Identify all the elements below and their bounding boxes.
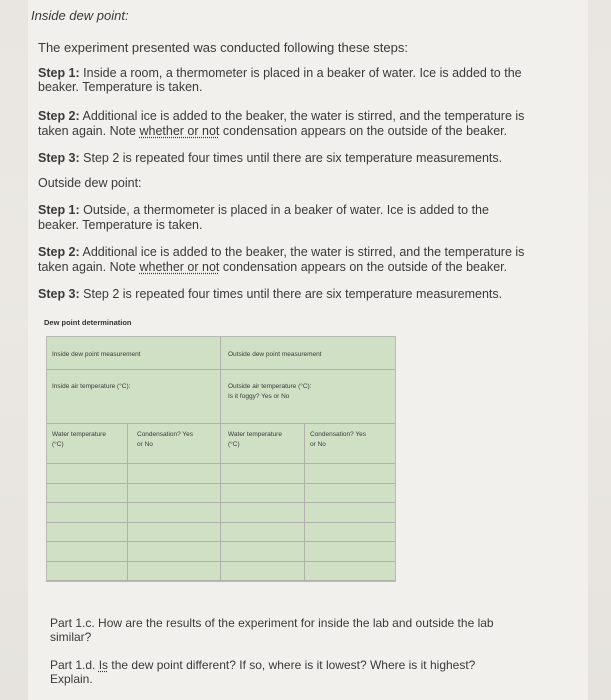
inside-step2-line1 [38, 109, 524, 124]
table-title: Dew point determination [44, 318, 132, 327]
inside-step2-label: Step 2: [38, 109, 80, 123]
table-cell-empty [305, 503, 395, 523]
inside-step1-line1 [38, 66, 522, 81]
question-1d-line1 [50, 658, 475, 672]
table-cell-empty [128, 484, 221, 504]
table-cell-empty [128, 523, 221, 543]
table-cell-empty [128, 464, 221, 484]
q1d-text-a: the dew point different? If so, where is it lowest? Where is it highest? [108, 658, 476, 672]
table-cell-empty [221, 464, 305, 484]
outside-step3-line [38, 287, 502, 302]
table-cell-empty [305, 523, 395, 543]
table-cell-empty [305, 562, 395, 582]
table-cell-empty [47, 562, 128, 582]
inside-step2-line2 [38, 124, 507, 139]
table-cell-empty [221, 503, 305, 523]
inside-step2-whether: whether or not [139, 124, 220, 138]
outside-header-text: Outside dew point measurement [228, 351, 322, 358]
condensation-outside-a: Condensation? Yes [310, 431, 367, 438]
outside-step2-whether: whether or not [139, 260, 220, 274]
water-temp-inside-b: (°C) [52, 441, 64, 448]
table-cell-empty [305, 484, 395, 504]
condensation-inside-b: or No [137, 441, 153, 448]
table-cell-empty [128, 503, 221, 523]
table-cell-empty [305, 542, 395, 562]
outside-step1-line2: beaker. Temperature is taken. [38, 218, 203, 232]
q1c-label: Part 1.c. [50, 616, 95, 630]
inside-step2-text-b1: taken again. Note [38, 124, 140, 138]
outside-step3-text: Step 2 is repeated four times until there are six temperature measurements. [83, 287, 503, 301]
outside-step3-label: Step 3: [38, 287, 80, 301]
inside-header-text: Inside dew point measurement [52, 351, 141, 358]
outside-step2-text-a: Additional ice is added to the beaker, the water is stirred, and the temperature is [82, 245, 525, 259]
inside-step3-label: Step 3: [38, 151, 80, 165]
q1d-is: Is [98, 658, 109, 672]
cell-inside-air [47, 370, 221, 424]
water-temp-inside-a: Water temperature [52, 431, 106, 438]
outside-step2-text-b2: condensation appears on the outside of the beaker. [219, 260, 508, 274]
inside-step1-text-a: Inside a room, a thermometer is placed in a beaker of water. Ice is added to the [83, 66, 522, 80]
outside-air-text: Outside air temperature (°C): [228, 383, 312, 390]
foggy-text: Is it foggy? Yes or No [228, 393, 290, 400]
inside-step2-text-b2: condensation appears on the outside of the beaker. [219, 124, 508, 138]
question-1c-line1 [50, 616, 494, 630]
condensation-outside-b: or No [310, 441, 326, 448]
outside-step2-label: Step 2: [38, 245, 80, 259]
question-1c-line2: similar? [50, 630, 92, 644]
outside-step1-line1 [38, 203, 489, 218]
table-cell-empty [47, 542, 128, 562]
table-cell-empty [47, 484, 128, 504]
inside-step3-text: Step 2 is repeated four times until there are six temperature measurements. [83, 151, 503, 165]
table-cell-empty [47, 523, 128, 543]
outside-step1-text-a: Outside, a thermometer is placed in a beaker of water. Ice is added to the [83, 203, 489, 217]
table-cell-empty [305, 464, 395, 484]
question-1d-line2: Explain. [50, 672, 93, 686]
q1c-text-a: How are the results of the experiment for inside the lab and outside the lab [94, 616, 494, 630]
outside-step1-label: Step 1: [38, 203, 80, 217]
table-cell-empty [221, 523, 305, 543]
intro-text: The experiment presented was conducted following these steps: [38, 40, 408, 55]
condensation-inside-a: Condensation? Yes [137, 431, 194, 438]
table-cell-empty [47, 503, 128, 523]
water-temp-outside-b: (°C) [228, 441, 240, 448]
table-cell-empty [221, 562, 305, 582]
inside-step1-line2: beaker. Temperature is taken. [38, 80, 203, 94]
table-cell-empty [221, 542, 305, 562]
inside-step1-label: Step 1: [38, 66, 80, 80]
table-cell-empty [128, 562, 221, 582]
table-cell-empty [221, 484, 305, 504]
water-temp-outside-a: Water temperature [228, 431, 282, 438]
table-cell-empty [47, 464, 128, 484]
table-cell-empty [128, 542, 221, 562]
outside-heading: Outside dew point: [38, 176, 142, 190]
dew-point-table [46, 336, 396, 582]
inside-heading: Inside dew point: [31, 8, 129, 23]
inside-step2-text-a: Additional ice is added to the beaker, the water is stirred, and the temperature is [82, 109, 525, 123]
inside-step3-line [38, 151, 502, 166]
outside-step2-line1 [38, 245, 524, 260]
inside-air-text: Inside air temperature (°C): [52, 383, 131, 390]
outside-step2-line2 [38, 260, 507, 275]
outside-step2-text-b1: taken again. Note [38, 260, 140, 274]
q1d-label: Part 1.d. [50, 658, 96, 672]
